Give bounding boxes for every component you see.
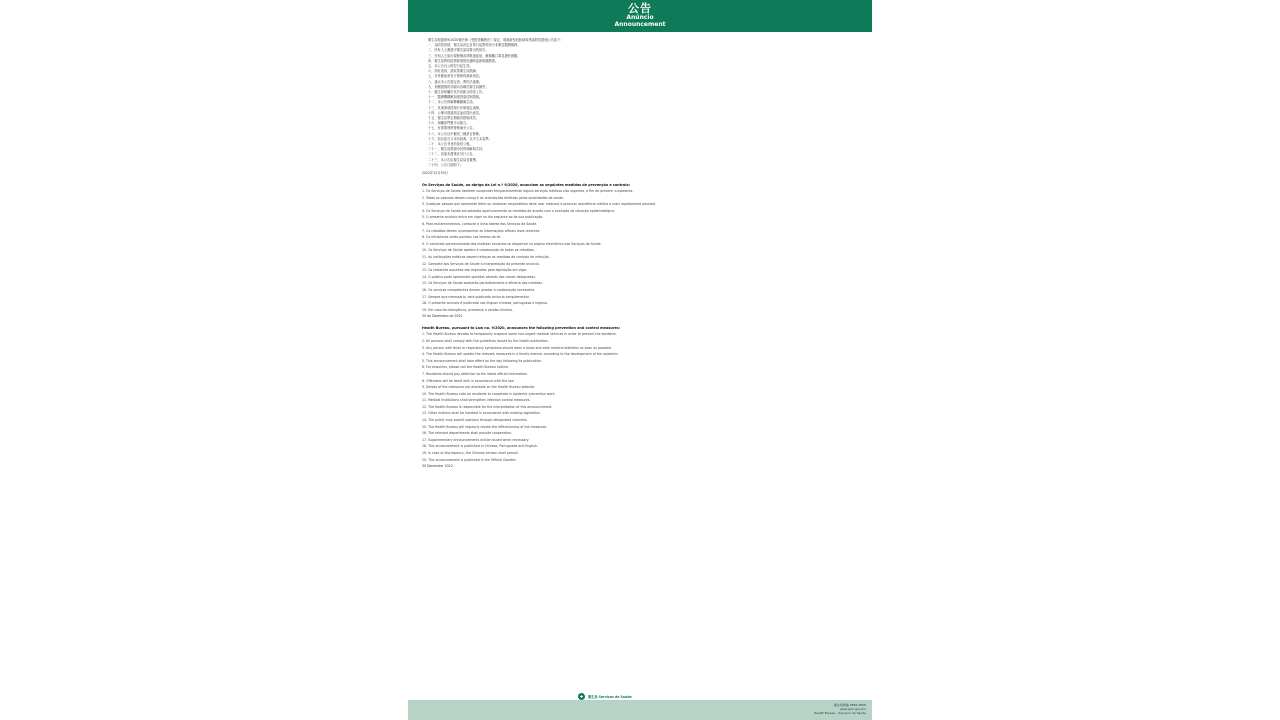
chinese-paragraph: 二十二、其他未盡事宜另行公告。 (428, 152, 476, 157)
footer-line: 衛生局熱線 2856 2856 (833, 703, 866, 707)
logo-text: 衛生局 Serviços de Saúde (588, 695, 632, 699)
english-paragraph: 18. This announcement is published in Chinese, Portuguese and English. (422, 444, 538, 449)
english-paragraph: 9. Details of the measures are available on the Health Bureau website. (422, 385, 536, 390)
chinese-paragraph: 十二、本公告的解釋權屬衛生局。 (428, 100, 476, 105)
chinese-paragraph: 十五、衛生局將定期檢討措施成效。 (428, 116, 479, 121)
chinese-date: 2022年12月30日 (422, 171, 448, 176)
portuguese-paragraph: 14. O público pode apresentar opiniões através dos canais designados. (422, 274, 536, 279)
footer-line: www.ssm.gov.mo (839, 707, 866, 712)
chinese-paragraph: 二、所有人士應遵守衛生當局發出的指引。 (428, 48, 489, 53)
portuguese-paragraph: 19. Em caso de divergência, prevalece a versão chinesa. (422, 307, 513, 312)
portuguese-paragraph: 3. Qualquer pessoa que apresente febre ou sintomas respiratórios deve usar máscara e procurar assistência médica o mais rapidamente possível. (422, 202, 657, 207)
chinese-paragraph: 七、市民應留意官方發佈的最新消息。 (428, 74, 483, 79)
chinese-paragraph: 六、如有查詢，請致電衛生局熱線。 (428, 69, 479, 74)
announcement-page (408, 0, 872, 720)
portuguese-paragraph: 13. Os restantes assuntos são regulados pela legislação em vigor. (422, 268, 528, 273)
portuguese-paragraph: 15. Os Serviços de Saúde avaliarão periodicamente a eficácia das medidas. (422, 281, 544, 286)
english-paragraph: 17. Supplementary announcements will be issued when necessary. (422, 437, 530, 442)
english-paragraph: 14. The public may submit opinions through designated channels. (422, 418, 528, 423)
portuguese-paragraph: 16. Os serviços competentes devem prestar a colaboração necessária. (422, 287, 536, 292)
english-paragraph: 20. This announcement is published in the Official Gazette. (422, 457, 517, 462)
portuguese-paragraph: 7. Os cidadãos devem acompanhar as informações oficiais mais recentes. (422, 228, 541, 233)
english-section (422, 332, 858, 462)
english-paragraph: 7. Residents should pay attention to the latest official information. (422, 371, 528, 376)
chinese-paragraph: 二十三、本公告由衛生局局長簽署。 (428, 157, 479, 162)
chinese-paragraph: 二十四、公告日期如下。 (428, 162, 464, 167)
title-portuguese: Anúncio (626, 14, 654, 21)
footer-info (814, 703, 866, 716)
announcement-header (408, 0, 872, 32)
english-paragraph: 12. The Health Bureau is responsible for the interpretation of this announcement. (422, 404, 553, 409)
chinese-paragraph: 十四、公眾可透過指定途徑提出意見。 (428, 110, 483, 115)
portuguese-date: 30 de Dezembro de 2022 (422, 314, 463, 319)
chinese-paragraph: 八、違反本公告規定者，將依法處理。 (428, 79, 483, 84)
chinese-paragraph: 二十、本公告刊登於政府公報。 (428, 142, 473, 147)
portuguese-paragraph: 9. O conteúdo pormenorizado das medidas encontra-se disponível na página electrónica dos Serviços de Saúde. (422, 241, 602, 246)
footer-line: Health Bureau · Serviços de Saúde (813, 711, 866, 716)
portuguese-paragraph: 2. Todas as pessoas devem cumprir as orientações emitidas pelas autoridades de saúde. (422, 195, 565, 200)
english-paragraph: 15. The Health Bureau will regularly review the effectiveness of the measures. (422, 424, 548, 429)
chinese-section (422, 38, 858, 168)
chinese-paragraph: 十六、相關部門應予以配合。 (428, 121, 470, 126)
chinese-paragraph: 五、本公告自公佈翌日起生效。 (428, 64, 473, 69)
chinese-paragraph: 二十一、衛生局感謝市民的理解與支持。 (428, 147, 486, 152)
english-paragraph: 16. The relevant departments shall provide cooperation. (422, 431, 513, 436)
chinese-paragraph: 十七、有需要時將發佈補充公告。 (428, 126, 476, 131)
english-paragraph: 4. The Health Bureau will update the relevant measures in a timely manner according to the development of the epidemic. (422, 352, 619, 357)
english-date: 30 December 2022 (422, 464, 453, 469)
portuguese-paragraph: 10. Os Serviços de Saúde apelam à colaboração de todos os cidadãos. (422, 248, 535, 253)
english-paragraph: 13. Other matters shall be handled in accordance with existing legislation. (422, 411, 541, 416)
chinese-paragraph: 十八、本公告以中葡英三種語言發佈。 (428, 131, 483, 136)
title-chinese: 公告 (628, 2, 652, 15)
cross-icon: ✚ (579, 694, 584, 699)
portuguese-paragraph: 12. Compete aos Serviços de Saúde a interpretação do presente anúncio. (422, 261, 540, 266)
announcement-body (422, 38, 858, 694)
title-english: Announcement (614, 21, 666, 28)
chinese-paragraph: 十、衛生局呼籲市民共同配合防疫工作。 (428, 90, 486, 95)
english-paragraph: 5. This announcement shall take effect on the day following its publication. (422, 358, 543, 363)
english-paragraph: 19. In case of discrepancy, the Chinese version shall prevail. (422, 451, 519, 456)
english-paragraph: 6. For enquiries, please call the Health Bureau hotline. (422, 365, 509, 370)
portuguese-paragraph: 5. O presente anúncio entra em vigor no dia seguinte ao da sua publicação. (422, 215, 544, 220)
english-paragraph: 2. All persons shall comply with the guidelines issued by the health authorities. (422, 338, 549, 343)
portuguese-paragraph: 4. Os Serviços de Saúde actualizarão oportunamente as medidas de acordo com a evolução da situação epidemiológica. (422, 208, 616, 213)
english-title: Health Bureau, pursuant to Law no. 9/2020, announces the following prevention and control measures: (422, 326, 621, 331)
chinese-paragraph: 十九、如各語言文本有歧義，以中文本為準。 (428, 136, 492, 141)
english-paragraph: 8. Offenders will be dealt with in accordance with the law. (422, 378, 515, 383)
portuguese-paragraph: 18. O presente anúncio é publicado nas línguas chinesa, portuguesa e inglesa. (422, 301, 548, 306)
english-paragraph: 3. Any person with fever or respiratory symptoms should wear a mask and seek medical attention as soon as possible. (422, 345, 612, 350)
chinese-paragraph: 三、任何人士如出現發燒或呼吸道症狀，應佩戴口罩並盡快就醫。 (428, 53, 521, 58)
chinese-paragraph: 四、衛生局將按疫情發展情況適時更新相關措施。 (428, 58, 499, 63)
chinese-paragraph: 十一、醫療機構應加強感染控制措施。 (428, 95, 483, 100)
portuguese-title: Os Serviços de Saúde, ao abrigo da Lei n.º 9/2020, anunciam as seguintes medidas de prevenção e controlo: (422, 183, 631, 188)
portuguese-paragraph: 11. As instituições médicas devem reforçar as medidas de controlo de infecção. (422, 255, 550, 260)
chinese-paragraph: 十三、其他事項按現行法律規定處理。 (428, 105, 483, 110)
chinese-paragraph: 九、有關措施的詳細內容載於衛生局網頁。 (428, 84, 489, 89)
portuguese-paragraph: 17. Sempre que necessário, será publicado anúncio complementar. (422, 294, 530, 299)
portuguese-paragraph: 6. Para esclarecimentos, contacte a linha aberta dos Serviços de Saúde. (422, 222, 538, 227)
health-bureau-logo (578, 693, 632, 700)
english-paragraph: 10. The Health Bureau calls on residents to cooperate in epidemic prevention work. (422, 391, 556, 396)
english-paragraph: 11. Medical institutions shall strengthen infection control measures. (422, 398, 531, 403)
portuguese-section (422, 189, 858, 312)
english-paragraph: 1. The Health Bureau decides to temporarily suspend some non-urgent medical services in order to prevent the epidemic. (422, 332, 618, 337)
portuguese-paragraph: 8. Os infractores serão punidos nos termos da lei. (422, 235, 502, 240)
chinese-paragraph: 衛生局根據第9/2020號法律《受監管藥物法》規定，現就新型冠狀病毒感染防控措施公告如下： (428, 38, 564, 42)
announcement-footer (408, 700, 872, 720)
portuguese-paragraph: 1. Os Serviços de Saúde decidem suspender temporariamente alguns serviços médicos não urgentes, a fim de prevenir a epidemia. (422, 189, 634, 194)
chinese-paragraph: 一、為防控疫情，衛生局決定自即日起暫停部分非緊急醫療服務。 (428, 43, 521, 48)
